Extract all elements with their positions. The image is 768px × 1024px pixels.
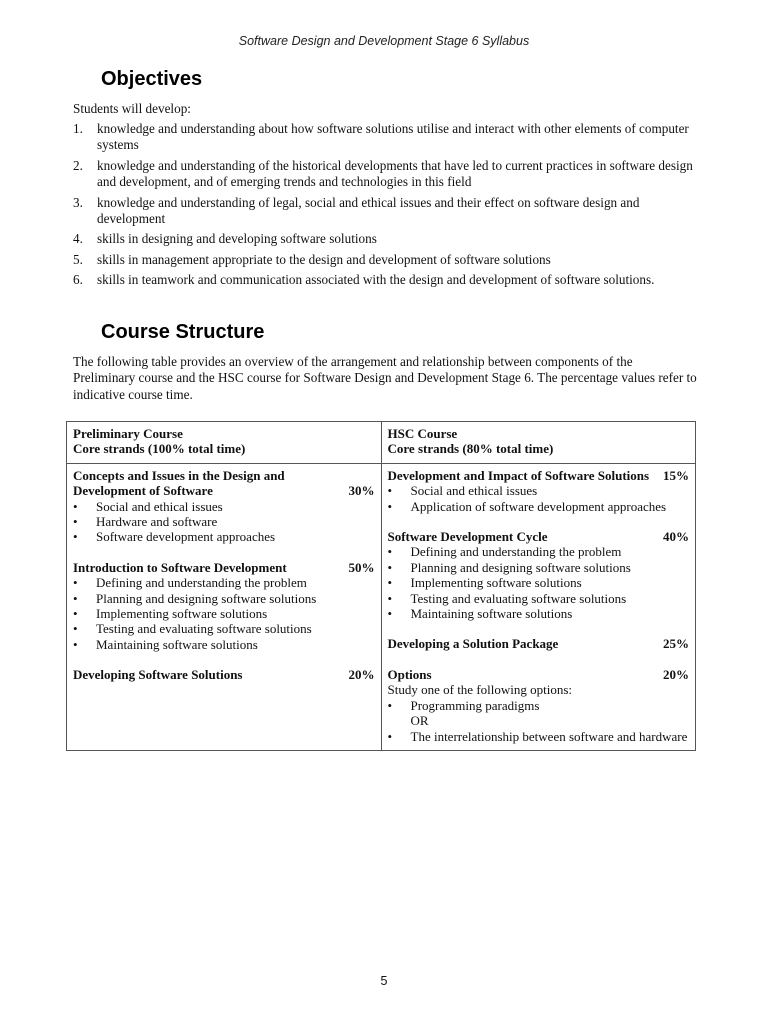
list-item: • Programming paradigms — [388, 698, 690, 713]
objective-item — [73, 231, 698, 247]
objective-number: 4. — [73, 231, 83, 247]
hsc-strands-cell — [381, 463, 696, 750]
objective-item — [73, 195, 698, 228]
hsc-subtitle: Core strands (80% total time) — [387, 441, 554, 457]
strand-percentage: 50% — [348, 559, 375, 575]
strand-block — [73, 468, 375, 545]
list-item: • Maintaining software solutions — [388, 606, 690, 621]
strand-topic-list — [73, 575, 375, 652]
list-item: • Social and ethical issues — [73, 499, 375, 514]
objective-text: knowledge and understanding of legal, social and ethical issues and their effect on software design and development — [97, 194, 640, 227]
options-percentage: 20% — [663, 666, 689, 682]
list-item: • Testing and evaluating software solutions — [388, 591, 690, 606]
table-header-row — [67, 422, 696, 464]
objectives-intro: Students will develop: — [73, 101, 191, 116]
objective-text: knowledge and understanding about how software solutions utilise and interact with other elements of computer systems — [97, 121, 689, 153]
preliminary-header-cell — [67, 422, 382, 464]
list-item: • Defining and understanding the problem — [388, 544, 690, 559]
options-intro: Study one of the following options: — [387, 682, 573, 698]
objective-item — [73, 121, 698, 154]
page-number: 5 — [380, 974, 388, 988]
strand-percentage: 40% — [663, 529, 689, 545]
objective-number: 1. — [73, 121, 83, 136]
objective-number: 6. — [73, 272, 83, 288]
strand-block — [388, 529, 690, 621]
list-item: • Testing and evaluating software solutions — [73, 621, 375, 636]
objectives-heading: Objectives — [101, 68, 203, 90]
objective-number: 3. — [73, 194, 83, 210]
list-item: • Hardware and software — [73, 514, 375, 529]
strand-name: Introduction to Software Development — [73, 559, 287, 575]
strand-topic-list — [388, 483, 690, 514]
list-item: • Planning and designing software solutions — [388, 560, 690, 575]
strand-title — [73, 560, 375, 575]
list-item: • Social and ethical issues — [388, 483, 690, 498]
strand-title — [73, 667, 375, 682]
strand-title — [388, 636, 690, 651]
objective-number: 5. — [73, 251, 83, 267]
objective-text: skills in designing and developing software solutions — [97, 231, 377, 247]
strand-topic-list — [388, 544, 690, 621]
strand-block — [388, 468, 690, 514]
list-item: • Implementing software solutions — [73, 606, 375, 621]
strand-percentage: 20% — [348, 667, 375, 683]
objective-item — [73, 158, 698, 191]
list-item: • The interrelationship between software and hardware — [388, 729, 690, 744]
strand-name: Concepts and Issues in the Design and Development of Software — [73, 467, 285, 499]
strand-title — [388, 468, 690, 483]
preliminary-subtitle: Core strands (100% total time) — [73, 441, 246, 457]
options-title — [388, 667, 690, 682]
table-body-row — [67, 463, 696, 750]
objectives-list — [73, 121, 698, 293]
course-structure-table — [66, 421, 696, 751]
objective-number: 2. — [73, 157, 83, 173]
options-block — [388, 667, 690, 744]
strand-block — [73, 667, 375, 682]
strand-name: Developing a Solution Package — [387, 636, 559, 652]
strand-title — [388, 529, 690, 544]
options-list — [388, 729, 690, 744]
strand-name: Developing Software Solutions — [73, 667, 243, 683]
strand-topic-list — [73, 499, 375, 545]
objective-text: knowledge and understanding of the historical developments that have led to current practices in software design and development, and of emerging trends and technologies in this field — [97, 157, 693, 190]
strand-block — [73, 560, 375, 652]
hsc-header-cell — [381, 422, 696, 464]
course-structure-intro: The following table provides an overview of the arrangement and relationship between components of the Preliminary course and the HSC course for Software Design and Development Stage 6. The percentage values refer to indicative course time. — [73, 354, 697, 402]
list-item: • Defining and understanding the problem — [73, 575, 375, 590]
strand-percentage: 15% — [663, 467, 689, 483]
hsc-title: HSC Course — [387, 426, 458, 441]
objective-text: skills in teamwork and communication associated with the design and development of software solutions. — [97, 272, 655, 288]
strand-block — [388, 636, 690, 651]
strand-percentage: 30% — [348, 483, 375, 499]
list-item: • Implementing software solutions — [388, 575, 690, 590]
options-name: Options — [387, 666, 432, 682]
list-item: • Application of software development approaches — [388, 499, 690, 514]
list-item: • Planning and designing software solutions — [73, 591, 375, 606]
strand-name: Software Development Cycle — [387, 529, 548, 545]
options-or-separator: OR — [410, 713, 429, 729]
preliminary-title: Preliminary Course — [73, 426, 183, 441]
running-header: Software Design and Development Stage 6 Syllabus — [238, 34, 530, 48]
preliminary-strands-cell — [67, 463, 382, 750]
objective-item — [73, 252, 698, 268]
strand-title — [73, 468, 375, 499]
strand-name: Development and Impact of Software Solutions — [387, 467, 650, 483]
course-structure-heading: Course Structure — [101, 321, 265, 343]
list-item: • Software development approaches — [73, 529, 375, 544]
strand-percentage: 25% — [663, 636, 689, 652]
objective-item — [73, 272, 698, 288]
list-item: • Maintaining software solutions — [73, 637, 375, 652]
objective-text: skills in management appropriate to the design and development of software solutions — [97, 251, 551, 267]
options-list — [388, 698, 690, 713]
